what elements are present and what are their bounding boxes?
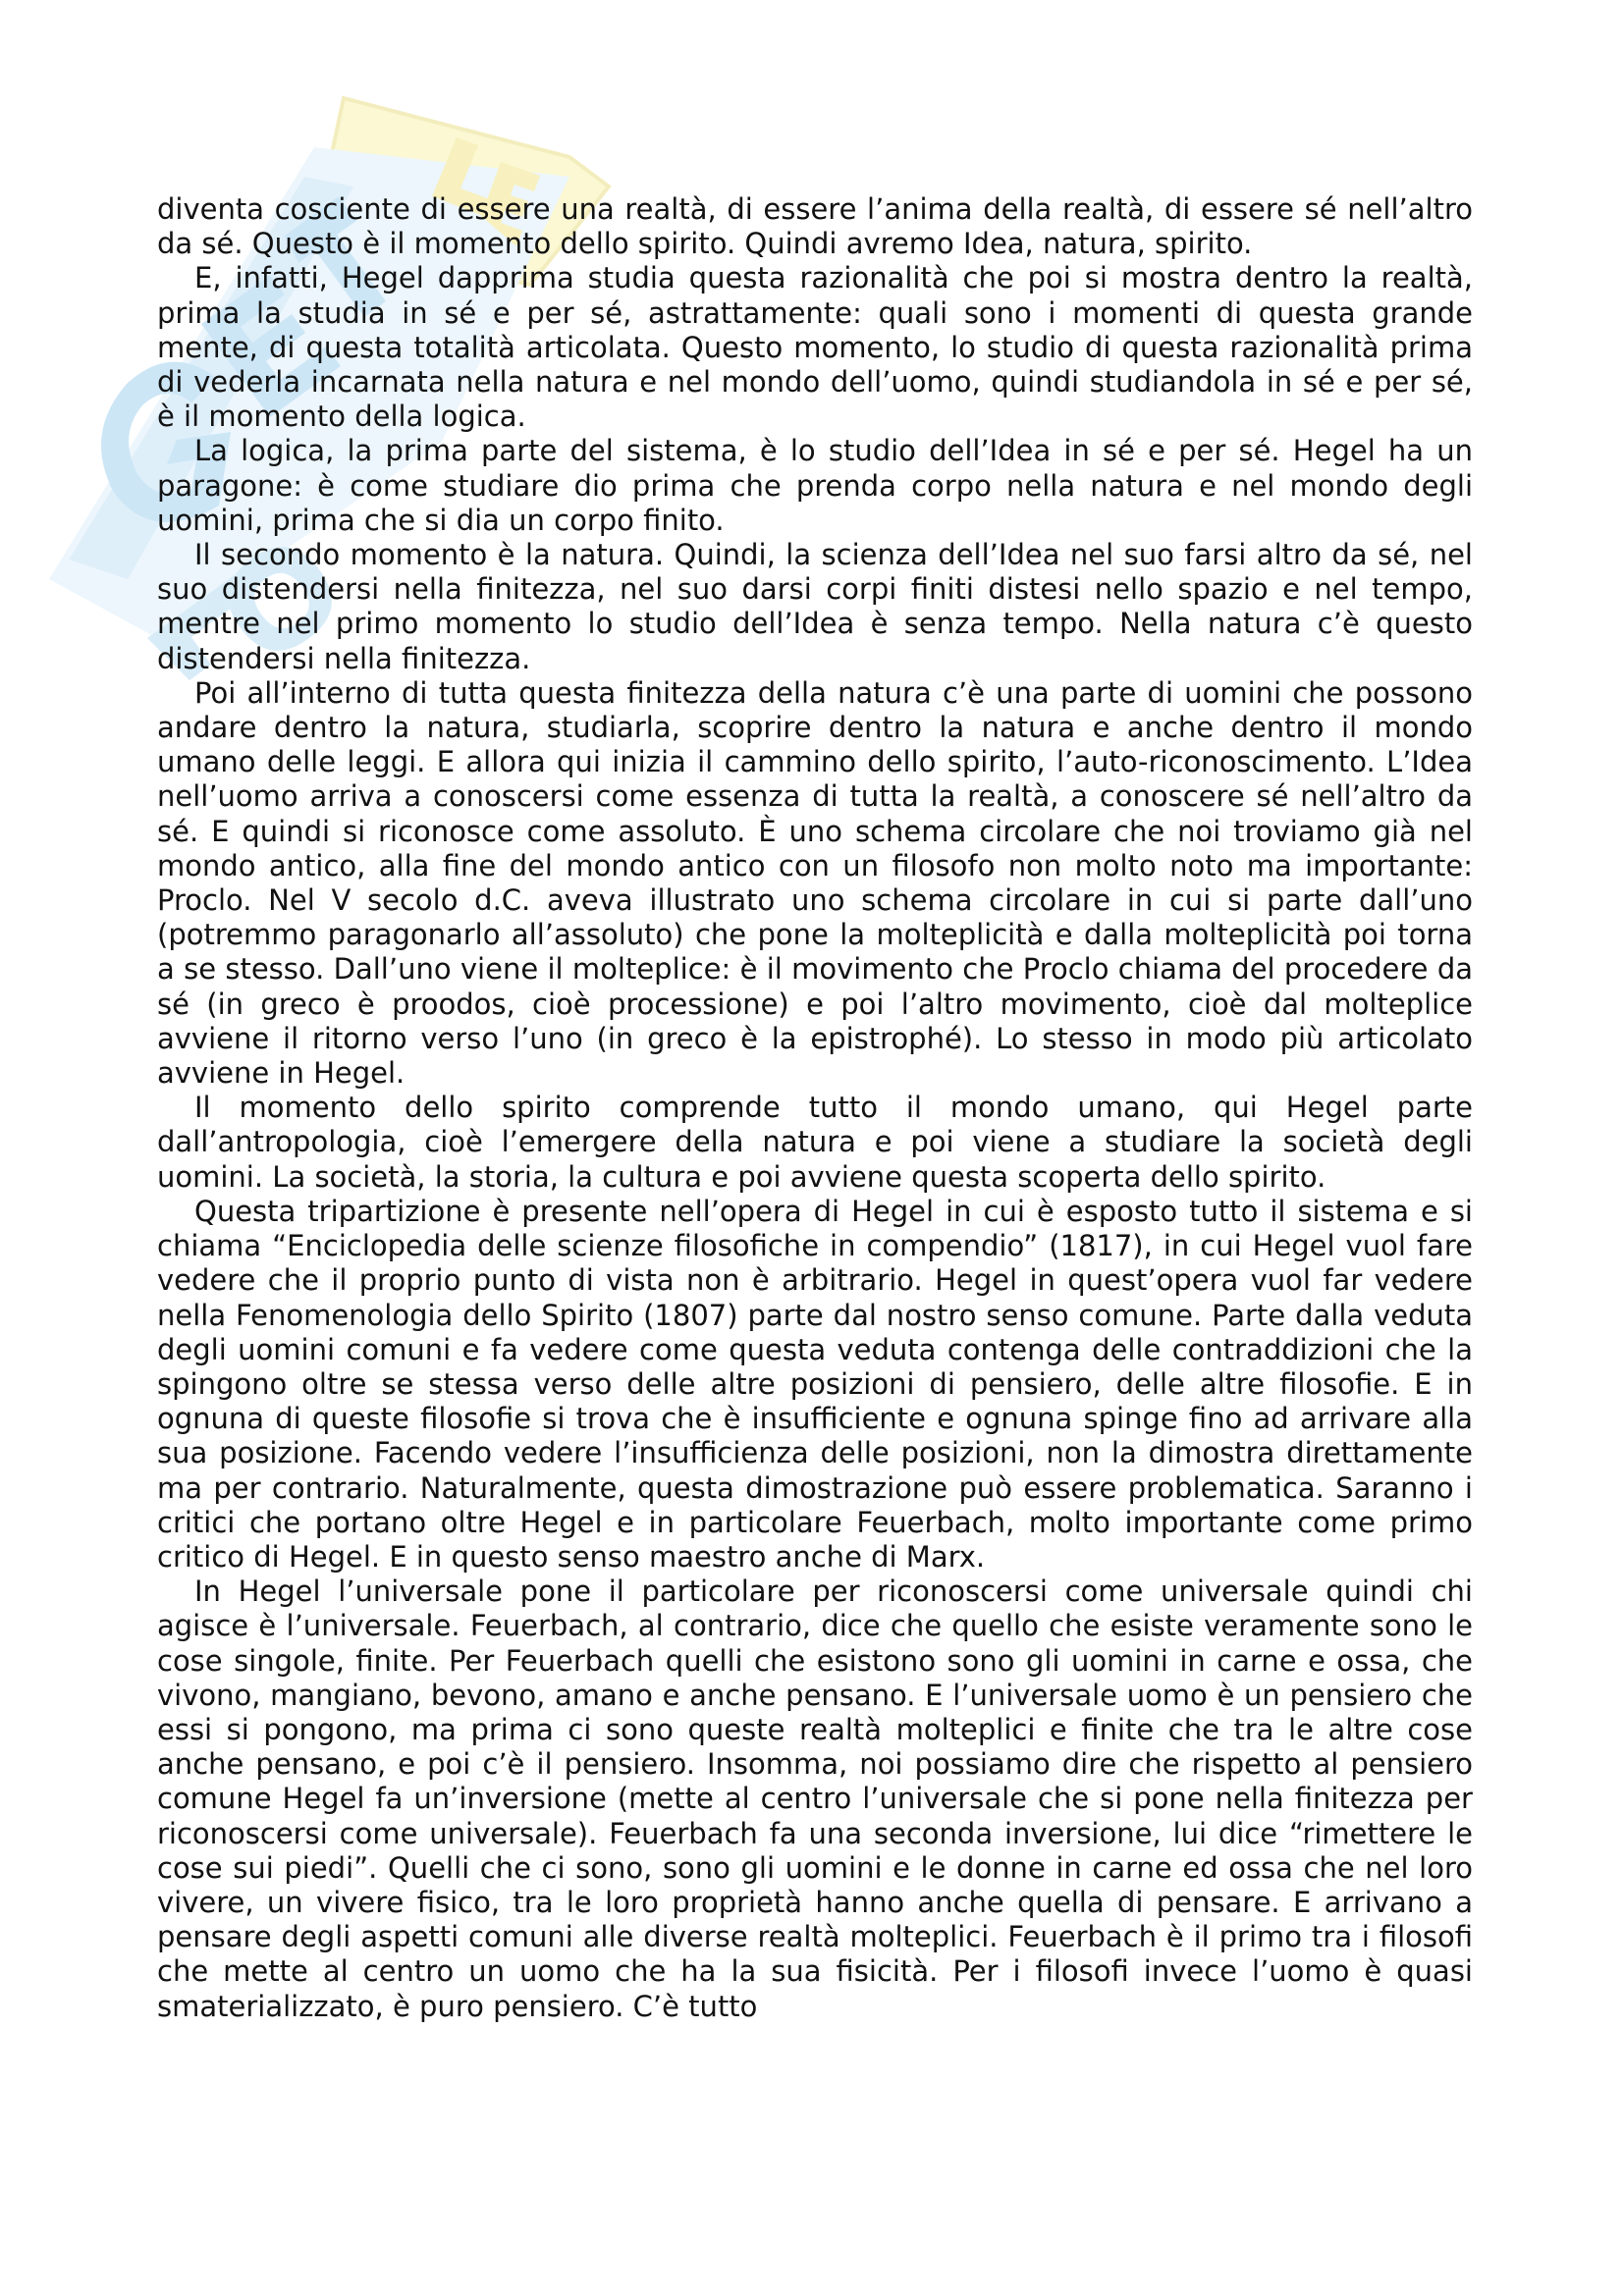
paragraph: In Hegel l’universale pone il particolare per riconoscersi come universale quindi chi agisce è l’universale. Feuerbach, al contrario, dice che quello che esiste veramente sono le cose singole, finite. Per Feuerbach quelli che esistono sono gli uomini in carne e ossa, che vivono, mangiano, bevono, amano e anche pensano. E l’universale uomo è un pensiero che essi si pongono, ma prima ci sono queste realtà molteplici e finite che tra le altre cose anche pensano, e poi c’è il pensiero. Insomma, noi possiamo dire che rispetto al pensiero comune Hegel fa un’inversione (mette al centro l’universale che si pone nella finitezza per riconoscersi come universale). Feuerbach fa una seconda inversione, lui dice “rimettere le cose sui piedi”. Quelli che ci sono, sono gli uomini e le donne in carne ed ossa che nel loro vivere, un vivere fisico, tra le loro proprietà hanno anche quella di pensare. E arrivano a pensare degli aspetti comuni alle diverse realtà molteplici. Feuerbach è il primo tra i filosofi che mette al centro un uomo che ha la sua fisicità. Per i filosofi invece l’uomo è quasi smaterializzato, è puro pensiero. C’è tutto	[157, 1575, 1473, 2023]
paragraph: Il momento dello spirito comprende tutto il mondo umano, qui Hegel parte dall’antropologia, cioè l’emergere della natura e poi viene a studiare la società degli uomini. La società, la storia, la cultura e poi avviene questa scoperta dello spirito.	[157, 1091, 1473, 1194]
paragraph: Poi all’interno di tutta questa finitezza della natura c’è una parte di uomini che possono andare dentro la natura, studiarla, scoprire dentro la natura e anche dentro il mondo umano delle leggi. E allora qui inizia il cammino dello spirito, l’auto-riconoscimento. L’Idea nell’uomo arriva a conoscersi come essenza di tutta la realtà, a conoscere sé nell’altro da sé. E quindi si riconosce come assoluto. È uno schema circolare che noi troviamo già nel mondo antico, alla fine del mondo antico con un filosofo non molto noto ma importante: Proclo. Nel V secolo d.C. aveva illustrato uno schema circolare in cui si parte dall’uno (potremmo paragonarlo all’assoluto) che pone la molteplicità e dalla molteplicità poi torna a se stesso. Dall’uno viene il molteplice: è il movimento che Proclo chiama del procedere da sé (in greco è proodos, cioè processione) e poi l’altro movimento, cioè dal molteplice avviene il ritorno verso l’uno (in greco è la epistrophé). Lo stesso in modo più articolato avviene in Hegel.	[157, 675, 1473, 1091]
paragraph: Questa tripartizione è presente nell’opera di Hegel in cui è esposto tutto il sistema e si chiama “Enciclopedia delle scienze filosofiche in compendio” (1817), in cui Hegel vuol fare vedere che il proprio punto di vista non è arbitrario. Hegel in quest’opera vuol far vedere nella Fenomenologia dello Spirito (1807) parte dal nostro senso comune. Parte dalla veduta degli uomini comuni e fa vedere come questa veduta contenga delle contraddizioni che la spingono oltre se stessa verso delle altre posizioni di pensiero, delle altre filosofie. E in ognuna di queste filosofie si trova che è insufficiente e ognuna spinge fino ad arrivare alla sua posizione. Facendo vedere l’insufficienza delle posizioni, non la dimostra direttamente ma per contrario. Naturalmente, questa dimostrazione può essere problematica. Saranno i critici che portano oltre Hegel e in particolare Feuerbach, molto importante come primo critico di Hegel. E in questo senso maestro anche di Marx.	[157, 1194, 1473, 1574]
paragraph: La logica, la prima parte del sistema, è lo studio dell’Idea in sé e per sé. Hegel ha un paragone: è come studiare dio prima che prenda corpo nella natura e nel mondo degli uomini, prima che si dia un corpo finito.	[157, 434, 1473, 537]
paragraph: Il secondo momento è la natura. Quindi, la scienza dell’Idea nel suo farsi altro da sé, nel suo distendersi nella finitezza, nel suo darsi corpi finiti distesi nello spazio e nel tempo, mentre nel primo momento lo studio dell’Idea è senza tempo. Nella natura c’è questo distendersi nella finitezza.	[157, 538, 1473, 675]
document-page	[157, 192, 1473, 2024]
paragraph: E, infatti, Hegel dapprima studia questa razionalità che poi si mostra dentro la realtà, prima la studia in sé e per sé, astrattamente: quali sono i momenti di questa grande mente, di questa totalità articolata. Questo momento, lo studio di questa razionalità prima di vederla incarnata nella natura e nel mondo dell’uomo, quindi studiandola in sé e per sé, è il momento della logica.	[157, 261, 1473, 434]
paragraph: diventa cosciente di essere una realtà, di essere l’anima della realtà, di essere sé nell’altro da sé. Questo è il momento dello spirito. Quindi avremo Idea, natura, spirito.	[157, 192, 1473, 261]
